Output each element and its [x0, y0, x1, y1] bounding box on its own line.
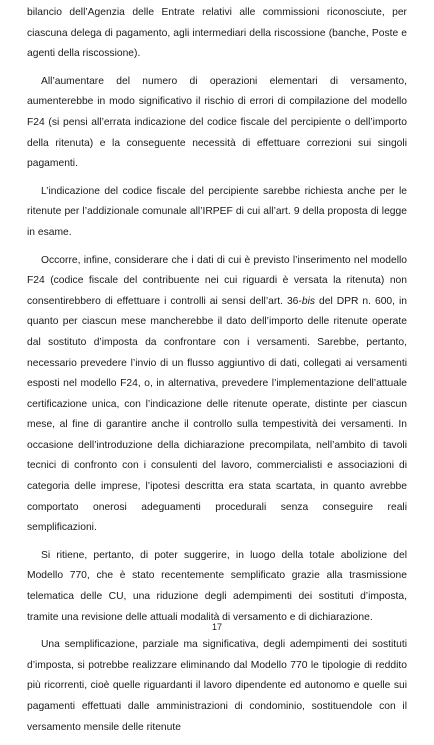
paragraph-5: Si ritiene, pertanto, di poter suggerire, in luogo della totale abolizione del Modello 770, che è stato recentemente semplificato grazie alla trasmissione telematica delle CU, una riduzione degli adempimenti dei sostituti d’imposta, tramite una revisione delle attuali modalità di versamento e di dichiarazione. [27, 549, 407, 623]
paragraph-3: L’indicazione del codice fiscale del percipiente sarebbe richiesta anche per le ritenute per l’addizionale comunale all’IRPEF di cui all’art. 9 della proposta di legge in esame. [27, 185, 407, 238]
paragraph-6: Una semplificazione, parziale ma significativa, degli adempimenti dei sostituti d’imposta, si potrebbe realizzare eliminando dal Modello 770 le tipologie di reddito più ricorrenti, cioè quelle riguardanti il lavoro dipendente ed autonomo e quelle sui pagamenti effettuati dalle amministrazioni di condominio, sostituendole con il versamento mensile delle ritenute [27, 639, 407, 733]
paragraph-4: Occorre, infine, considerare che i dati di cui è previsto l’inserimento nel modello F24 (codice fiscale del contribuente nei cui riguardi è versata la ritenuta) non consentirebbero di effettuare i controlli ai sensi dell’art. 36-bis del DPR n. 600, in quanto per ciascun mese mancherebbe il dato dell’importo delle ritenute operate dal sostituto d’imposta da confrontare con i versamenti. Sarebbe, pertanto, necessario prevedere l’invio di un flusso aggiuntivo di dati, collegati ai versamenti esposti nel modello F24, o, in alternativa, prevedere l’implementazione dell’attuale certificazione unica, con l’indicazione delle ritenute operate, distinte per ciascun mese, al fine di garantire anche il controllo sulla tempestività dei versamenti. In occasione dell’introduzione della dichiarazione precompilata, nell’ambito di tavoli tecnici di confronto con i consulenti del lavoro, commercialisti e associazioni di categoria delle imprese, l’ipotesi descritta era stata scartata, in quanto avrebbe comportato onerosi adeguamenti procedurali senza conseguire reali semplificazioni. [27, 254, 407, 534]
page-number: 17 [211, 622, 222, 632]
paragraph-1: bilancio dell’Agenzia delle Entrate relativi alle commissioni riconosciute, per ciascuna delega di pagamento, agli intermediari della riscossione (banche, Poste e agenti della riscossione). [27, 7, 407, 60]
document-body [27, 3, 407, 745]
paragraph-2: All’aumentare del numero di operazioni elementari di versamento, aumenterebbe in modo significativo il rischio di errori di compilazione del modello F24 (si pensi all’errata indicazione del codice fiscale del percipiente o dell’importo della ritenuta) e la conseguente necessità di effettuare correzioni sui singoli pagamenti. [27, 75, 407, 170]
italic-bis: bis [301, 295, 316, 307]
